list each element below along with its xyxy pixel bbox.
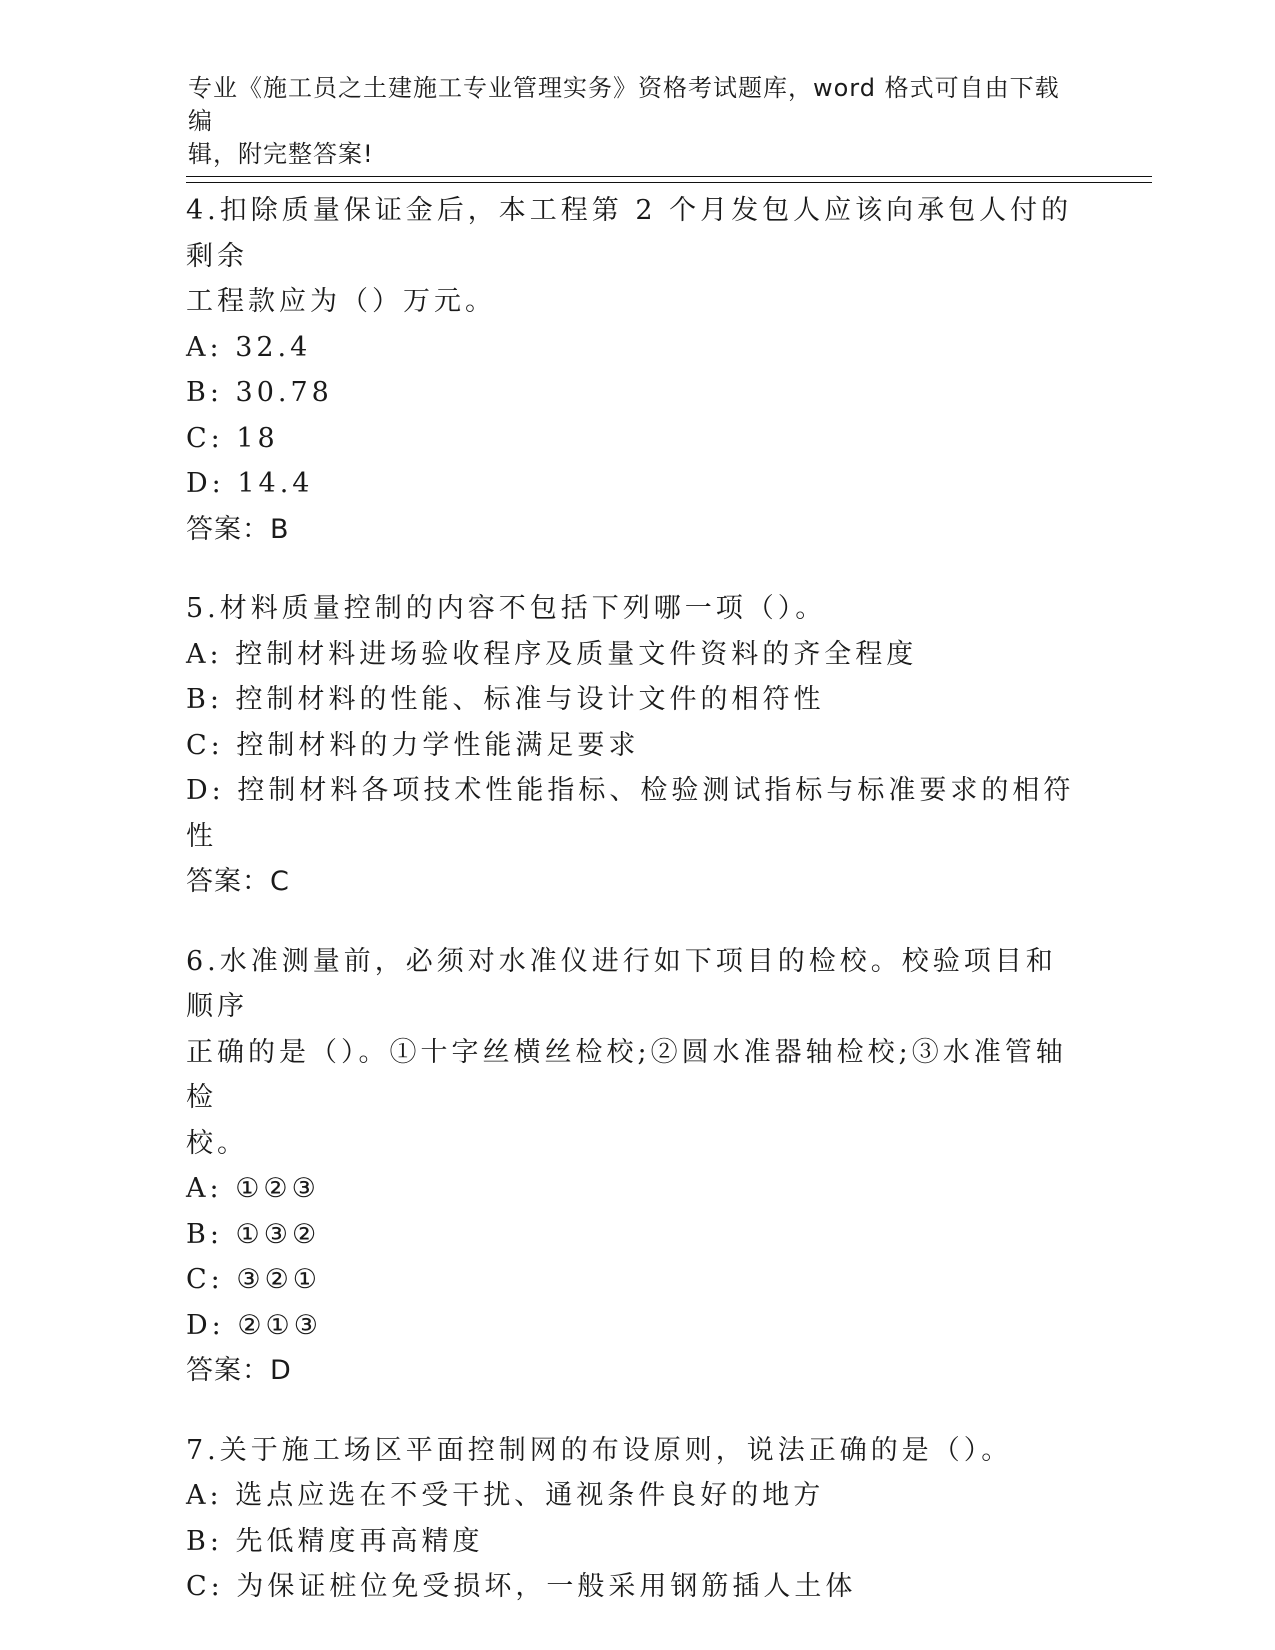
question-text-line: 7.关于施工场区平面控制网的布设原则，说法正确的是（）。: [186, 1434, 1013, 1466]
header-divider-bottom: [186, 182, 1152, 183]
option-letter: A:: [186, 331, 223, 363]
option-letter: C:: [186, 1571, 224, 1602]
option-letter: B:: [186, 684, 223, 715]
option-letter: D:: [186, 468, 225, 499]
option-c: [186, 416, 1086, 462]
option-text: 18: [236, 422, 279, 454]
question-6: [186, 939, 1086, 1394]
answer-line: 答案：D: [186, 1355, 292, 1386]
option-a: [186, 325, 1086, 371]
option-letter: B:: [186, 1218, 223, 1250]
option-letter: D:: [186, 775, 225, 806]
option-text: 先低精度再高精度: [235, 1525, 484, 1557]
question-4: [186, 188, 1086, 552]
question-text-line: 6.水准测量前，必须对水准仪进行如下项目的检校。校验项目和顺序: [186, 945, 1057, 1022]
option-c: [186, 1257, 1086, 1303]
option-letter: B:: [186, 1525, 223, 1557]
question-7: [186, 1428, 1086, 1610]
option-letter: C:: [186, 729, 224, 761]
answer-line: 答案：C: [186, 866, 290, 897]
question-5: [186, 586, 1086, 905]
question-text-line: 工程款应为（）万元。: [186, 286, 496, 317]
header-line-1: 专业《施工员之土建施工专业管理实务》资格考试题库，word 格式可自由下载编: [188, 74, 1060, 135]
option-d: [186, 768, 1086, 859]
option-text: 14.4: [237, 468, 314, 499]
option-text: 为保证桩位免受损坏，一般采用钢筋插人土体: [236, 1571, 857, 1602]
question-text-line: 正确的是（）。①十字丝横丝检校;②圆水准器轴检校;③水准管轴检: [186, 1036, 1067, 1113]
option-letter: B:: [186, 377, 223, 408]
option-text: 控制材料的性能、标准与设计文件的相符性: [235, 684, 825, 715]
header-divider-top: [186, 176, 1152, 177]
option-text: 选点应选在不受干扰、通视条件良好的地方: [235, 1480, 825, 1511]
option-text: ②①③: [237, 1309, 322, 1341]
question-list: [186, 188, 1086, 1644]
option-text: ①②③: [235, 1173, 320, 1204]
option-text: ③②①: [236, 1264, 321, 1295]
option-text: ①③②: [235, 1218, 321, 1250]
document-header: [188, 72, 1068, 171]
option-letter: A:: [186, 638, 223, 670]
option-d: [186, 1303, 1086, 1349]
option-c: [186, 723, 1086, 769]
option-letter: C:: [186, 422, 224, 454]
option-letter: A:: [186, 1480, 223, 1511]
option-a: [186, 632, 1086, 678]
option-d: [186, 461, 1086, 507]
answer-line: 答案：B: [186, 513, 290, 545]
option-b: [186, 677, 1086, 723]
option-text: 控制材料进场验收程序及质量文件资料的齐全程度: [235, 638, 918, 670]
header-line-2: 辑，附完整答案!: [188, 140, 374, 168]
option-b: [186, 1212, 1086, 1258]
option-letter: A:: [186, 1173, 223, 1204]
option-letter: C:: [186, 1264, 224, 1295]
option-b: [186, 370, 1086, 416]
question-text-line: 4.扣除质量保证金后，本工程第 2 个月发包人应该向承包人付的剩余: [186, 195, 1073, 272]
option-text: 控制材料各项技术性能指标、检验测试指标与标准要求的相符性: [186, 775, 1075, 852]
option-b: [186, 1519, 1086, 1565]
option-c: [186, 1564, 1086, 1610]
option-text: 控制材料的力学性能满足要求: [236, 729, 640, 761]
option-text: 32.4: [235, 331, 312, 363]
question-text-line: 5.材料质量控制的内容不包括下列哪一项（）。: [186, 593, 827, 624]
option-letter: D:: [186, 1309, 225, 1341]
question-text-line: 校。: [186, 1127, 248, 1159]
option-a: [186, 1473, 1086, 1519]
option-a: [186, 1166, 1086, 1212]
option-text: 30.78: [235, 377, 333, 408]
